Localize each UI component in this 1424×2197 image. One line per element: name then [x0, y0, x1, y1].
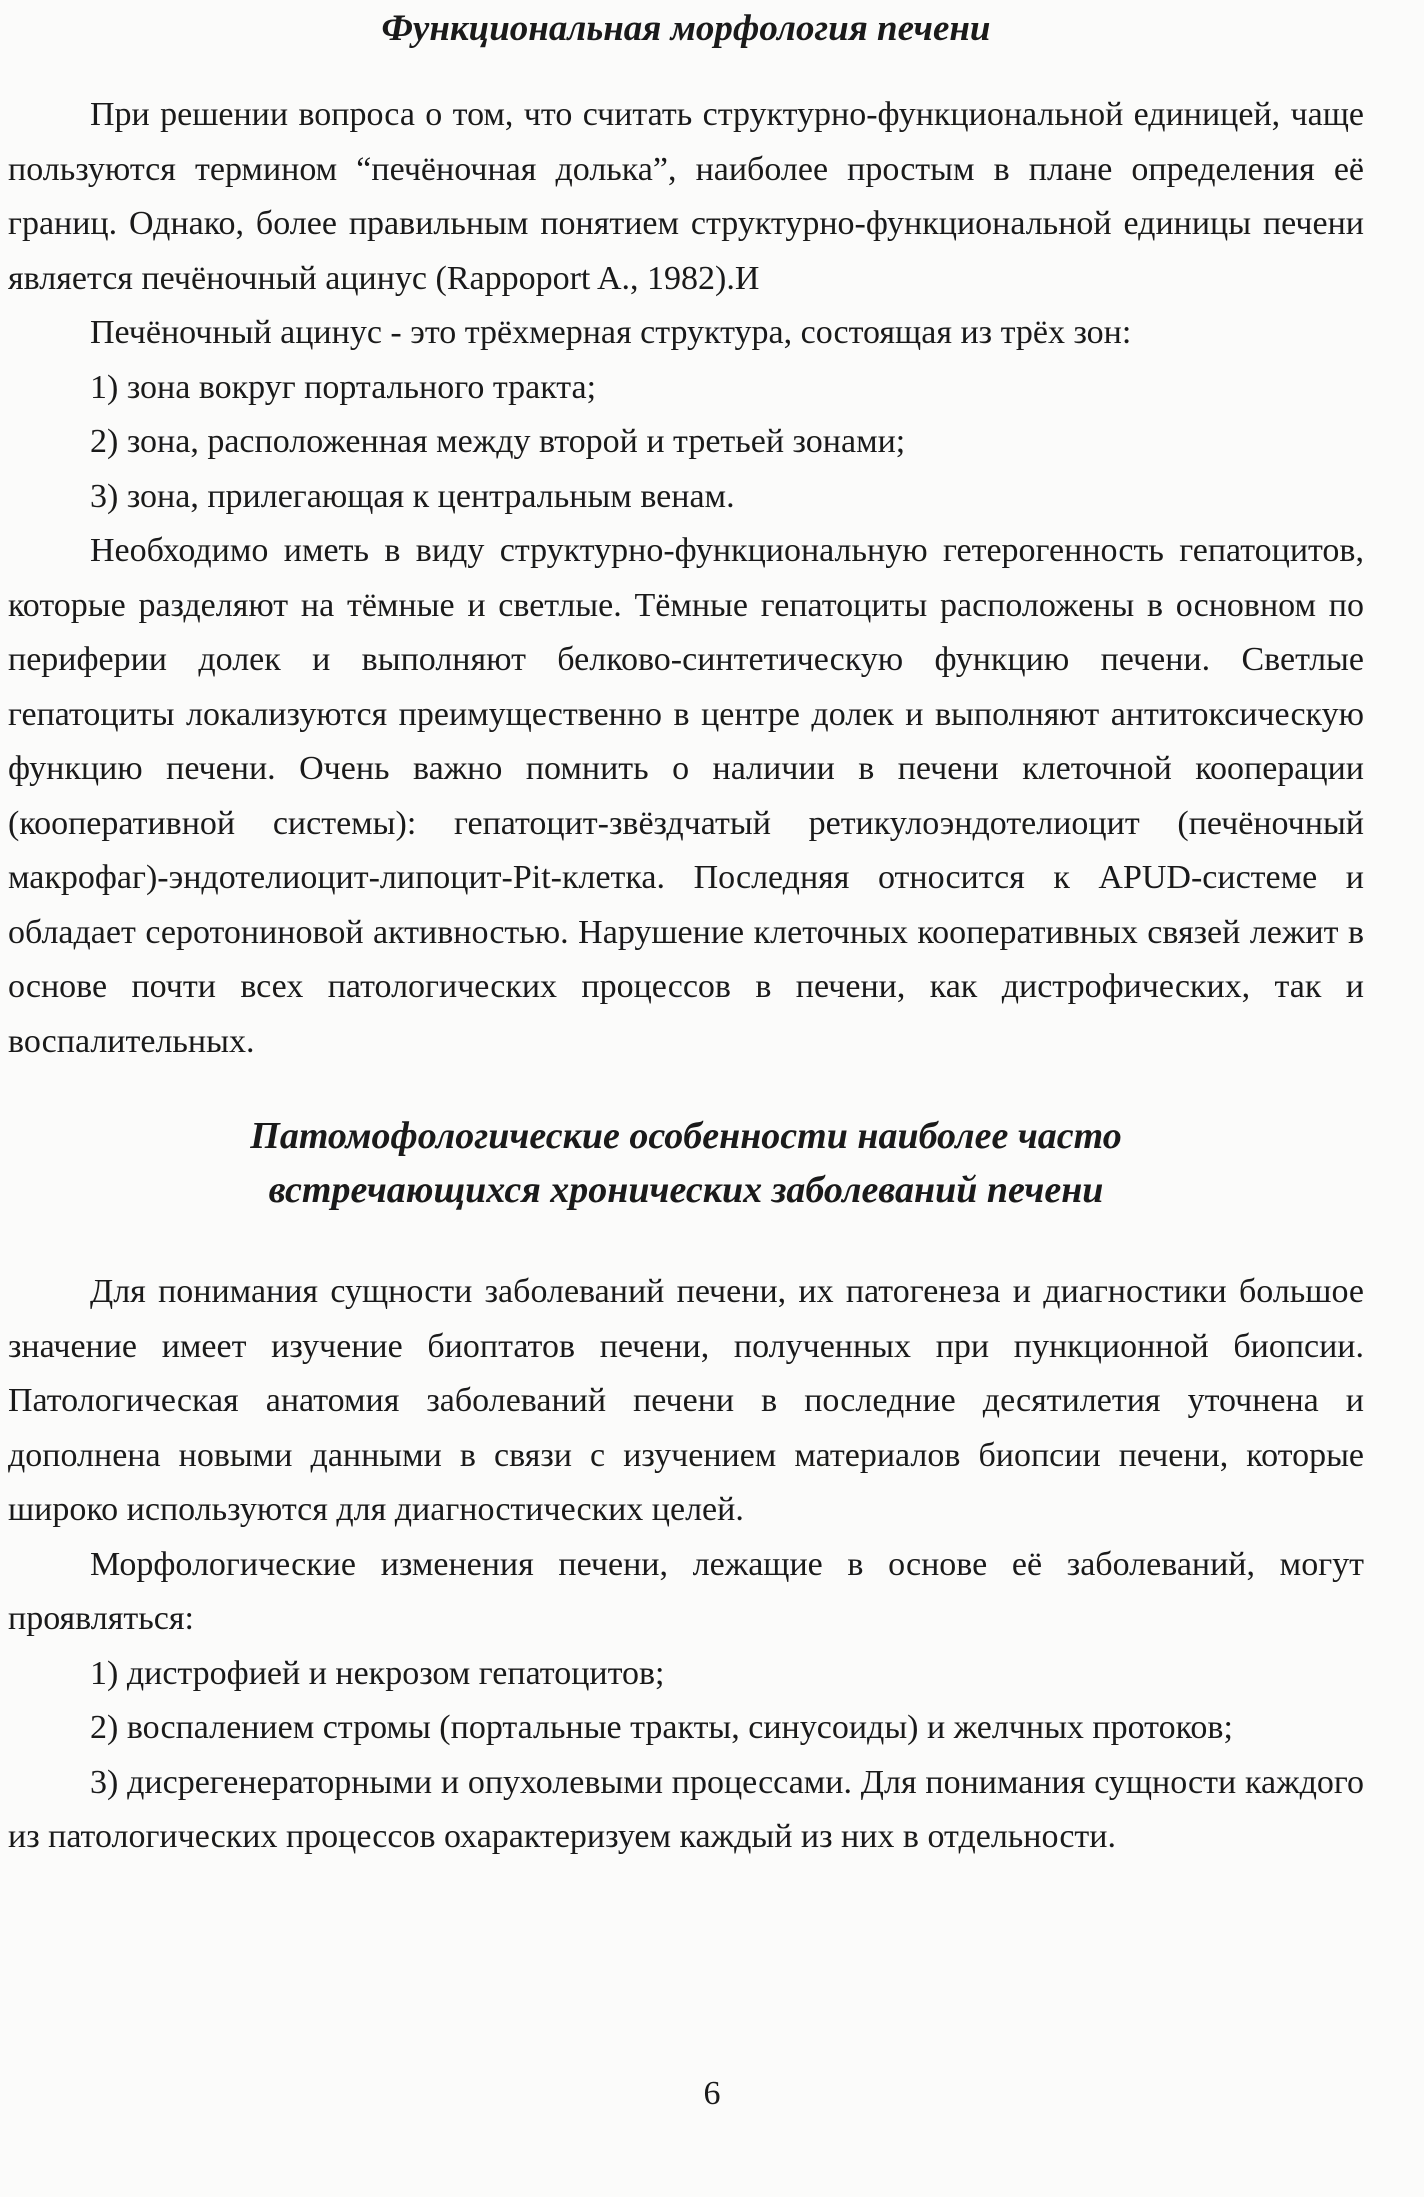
- section-title-chronic-diseases: [8, 1109, 1364, 1217]
- list-item-zone-1: 1) зона вокруг портального тракта;: [90, 368, 597, 406]
- page-content: [8, 6, 1364, 1865]
- page-number: 6: [703, 2075, 721, 2112]
- paragraph-biopsy: Для понимания сущности заболеваний печени, их патогенеза и диагностики большое значение имеет изучение биоптатов печени, полученных при пункционной биопсии. Патологическая анатомия заболеваний печени в последние десятилетия уточнена и дополнена новыми данными в связи с изучением материалов биопсии печени, которые широко используются для диагностических целей.: [8, 1273, 1364, 1528]
- paragraph-lobule-acinus: При решении вопроса о том, что считать структурно-функциональной единицей, чаще пользуются термином “печёночная долька”, наиболее простым в плане определения её границ. Однако, более правильным понятием структурно-функциональной единицы печени является печёночный ацинус (Rappoport A., 1982).И: [8, 96, 1364, 297]
- list-item-zone-2: 2) зона, расположенная между второй и третьей зонами;: [90, 423, 906, 460]
- section-title-line-2: встречающихся хронических заболеваний печени: [268, 1169, 1104, 1211]
- list-item-dysregeneration: 3) дисрегенераторными и опухолевыми процессами. Для понимания сущности каждого из патологических процессов охарактеризуем каждый из них в отдельности.: [8, 1763, 1364, 1855]
- list-item-dystrophy: 1) дистрофией и некрозом гепатоцитов;: [90, 1654, 665, 1692]
- paragraph-acinus-zones-intro: Печёночный ацинус - это трёхмерная структура, состоящая из трёх зон:: [90, 314, 1132, 351]
- list-item-inflammation: 2) воспалением стромы (портальные тракты, синусоиды) и желчных протоков;: [90, 1709, 1233, 1746]
- paragraph-hepatocyte-heterogeneity: Необходимо иметь в виду структурно-функциональную гетерогенность гепатоцитов, которые разделяют на тёмные и светлые. Тёмные гепатоциты расположены в основном по периферии долек и выполняют белково-синтетическую функцию печени. Светлые гепатоциты локализуются преимущественно в центре долек и выполняют антитоксическую функцию печени. Очень важно помнить о наличии в печени клеточной кооперации (кооперативной системы): гепатоцит-звёздчатый ретикулоэндотелиоцит (печёночный макрофаг)-эндотелиоцит-липоцит-Pit-клетка. Последняя относится к APUD-системе и обладает серотониновой активностью. Нарушение клеточных кооперативных связей лежит в основе почти всех патологических процессов в печени, как дистрофических, так и воспалительных.: [8, 532, 1364, 1060]
- list-item-zone-3: 3) зона, прилегающая к центральным венам.: [90, 477, 735, 515]
- paragraph-morphological-changes: Морфологические изменения печени, лежащие в основе её заболеваний, могут проявляться:: [8, 1545, 1364, 1637]
- section-title-line-1: Патомофологические особенности наиболее часто: [250, 1115, 1122, 1157]
- section-title-liver-morphology: Функциональная морфология печени: [381, 8, 991, 49]
